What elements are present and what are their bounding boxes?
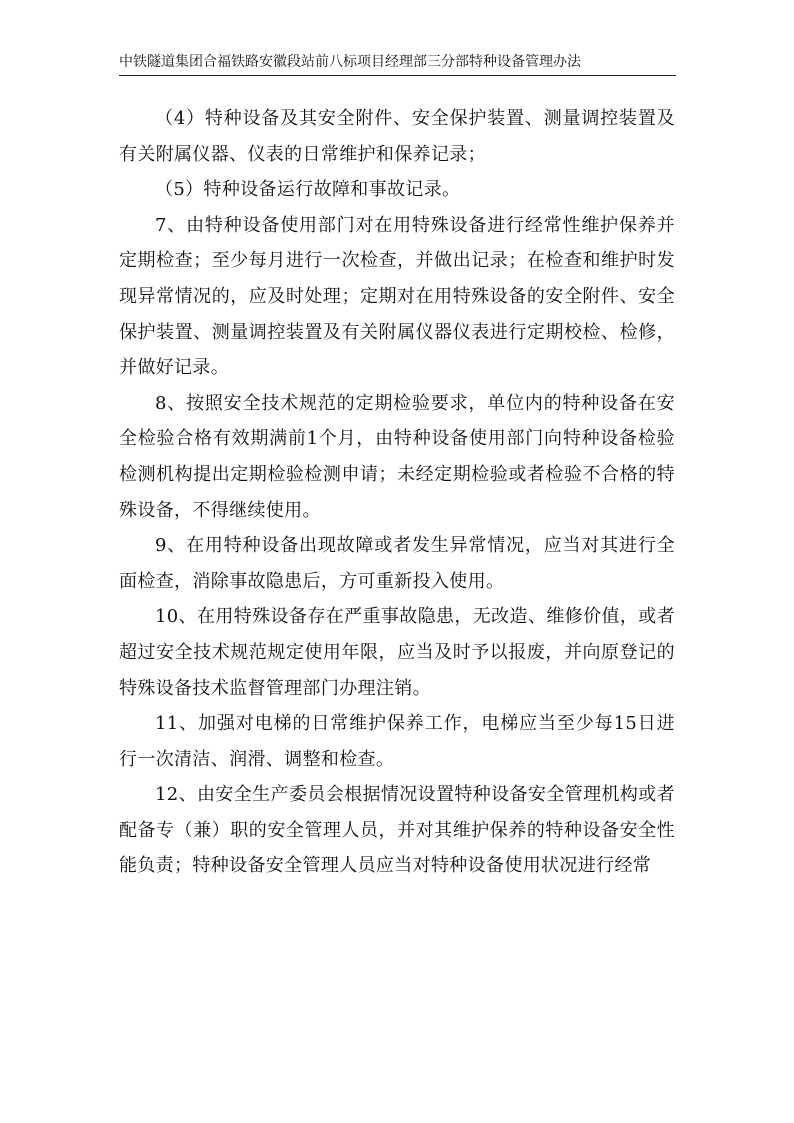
paragraph-9-fault-handling: 9、在用特种设备出现故障或者发生异常情况，应当对其进行全面检查，消除事故隐患后，方可重新投入使用。: [119, 535, 675, 592]
header-divider: [119, 75, 676, 76]
body-text: [119, 101, 675, 884]
paragraph-10-scrapping: 10、在用特殊设备存在严重事故隐患，无改造、维修价值，或者超过安全技术规范规定使用年限，应当及时予以报废，并向原登记的特殊设备技术监督管理部门办理注销。: [119, 606, 675, 699]
paragraph-7-routine-inspection: 7、由特种设备使用部门对在用特殊设备进行经常性维护保养并定期检查；至少每月进行一次检查，并做出记录；在检查和维护时发现异常情况的，应及时处理；定期对在用特殊设备的安全附件、安全保护装置、测量调控装置及有关附属仪器仪表进行定期校检、检修，并做好记录。: [119, 214, 675, 379]
paragraph-5-fault-records: （5）特种设备运行故障和事故记录。: [155, 179, 461, 201]
paragraph-12-safety-management: 12、由安全生产委员会根据情况设置特种设备安全管理机构或者配备专（兼）职的安全管理人员，并对其维护保养的特种设备安全性能负责；特种设备安全管理人员应当对特种设备使用状况进行经常: [119, 784, 675, 877]
paragraph-8-periodic-testing: 8、按照安全技术规范的定期检验要求，单位内的特种设备在安全检验合格有效期满前1个月，由特种设备使用部门向特种设备检验检测机构提出定期检验检测申请；未经定期检验或者检验不合格的特殊设备，不得继续使用。: [119, 392, 675, 521]
paragraph-11-elevator-maintenance: 11、加强对电梯的日常维护保养工作，电梯应当至少每15日进行一次清洁、润滑、调整和检查。: [119, 713, 675, 770]
paragraph-4-maintenance-records: （4）特种设备及其安全附件、安全保护装置、测量调控装置及有关附属仪器、仪表的日常维护和保养记录；: [119, 108, 675, 165]
running-header: 中铁隧道集团合福铁路安徽段站前八标项目经理部三分部特种设备管理办法: [119, 54, 581, 70]
